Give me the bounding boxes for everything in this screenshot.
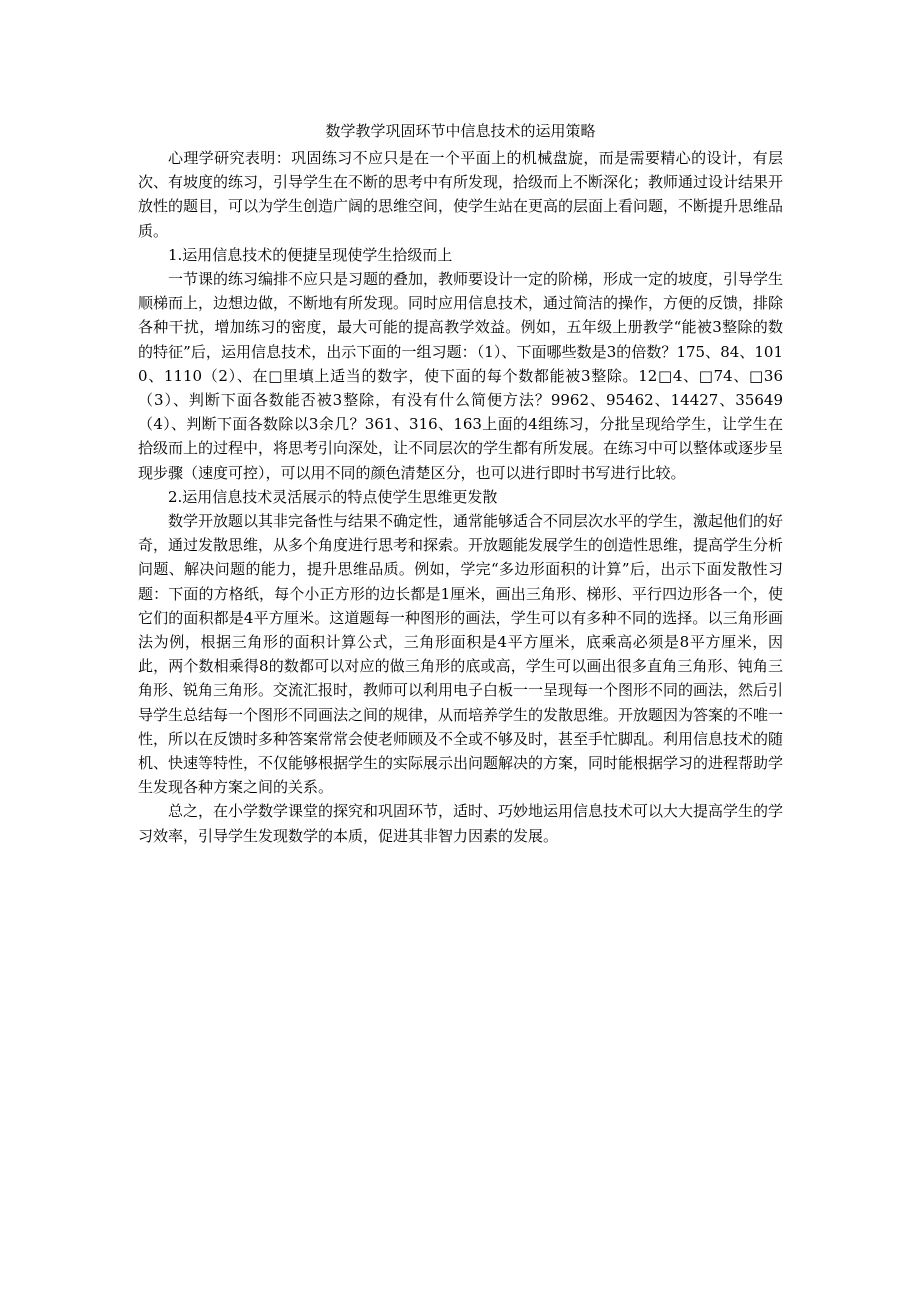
section-1-paragraph: 一节课的练习编排不应只是习题的叠加，教师要设计一定的阶梯，形成一定的坡度，引导学生顺梯而上，边想边做，不断地有所发现。同时应用信息技术，通过简洁的操作，方便的反馈，排除各种干扰，增加练习的密度，最大可能的提高教学效益。例如，五年级上册教学“能被3整除的数的特征”后，运用信息技术，出示下面的一组习题：（1）、下面哪些数是3的倍数？175、84、1010、1110（2）、在□里填上适当的数字，使下面的每个数都能被3整除。12□4、□74、□36（3）、判断下面各数能否被3整除，有没有什么简便方法？9962、95462、14427、35649（4）、判断下面各数除以3余几？361、316、163上面的4组练习，分批呈现给学生，让学生在拾级而上的过程中，将思考引向深处，让不同层次的学生都有所发展。在练习中可以整体或逐步呈现步骤（速度可控），可以用不同的颜色清楚区分，也可以进行即时书写进行比较。 <box>138 270 784 482</box>
section-2-heading: 2.运用信息技术灵活展示的特点使学生思维更发散 <box>168 487 498 506</box>
document-page <box>138 118 783 848</box>
conclusion-paragraph: 总之，在小学数学课堂的探究和巩固环节，适时、巧妙地运用信息技术可以大大提高学生的学习效率，引导学生发现数学的本质，促进其非智力因素的发展。 <box>138 802 784 845</box>
intro-paragraph: 心理学研究表明：巩固练习不应只是在一个平面上的机械盘旋，而是需要精心的设计，有层次、有坡度的练习，引导学生在不断的思考中有所发现，拾级而上不断深化；教师通过设计结果开放性的题目，可以为学生创造广阔的思维空间，使学生站在更高的层面上看问题，不断提升思维品质。 <box>138 149 784 240</box>
section-1-heading: 1.运用信息技术的便捷呈现使学生拾级而上 <box>168 245 453 264</box>
section-2-paragraph: 数学开放题以其非完备性与结果不确定性，通常能够适合不同层次水平的学生，激起他们的好奇，通过发散思维，从多个角度进行思考和探索。开放题能发展学生的创造性思维，提高学生分析问题、解决问题的能力，提升思维品质。例如，学完“多边形面积的计算”后，出示下面发散性习题：下面的方格纸，每个小正方形的边长都是1厘米，画出三角形、梯形、平行四边形各一个，使它们的面积都是4平方厘米。这道题每一种图形的画法，学生可以有多种不同的选择。以三角形画法为例，根据三角形的面积计算公式，三角形面积是4平方厘米，底乘高必须是8平方厘米，因此，两个数相乘得8的数都可以对应的做三角形的底或高，学生可以画出很多直角三角形、钝角三角形、锐角三角形。交流汇报时，教师可以利用电子白板一一呈现每一个图形不同的画法，然后引导学生总结每一个图形不同画法之间的规律，从而培养学生的发散思维。开放题因为答案的不唯一性，所以在反馈时多种答案常常会使老师顾及不全或不够及时，甚至手忙脚乱。利用信息技术的随机、快速等特性，不仅能够根据学生的实际展示出问题解决的方案，同时能根据学习的进程帮助学生发现各种方案之间的关系。 <box>138 512 784 797</box>
document-title: 数学教学巩固环节中信息技术的运用策略 <box>325 122 596 140</box>
